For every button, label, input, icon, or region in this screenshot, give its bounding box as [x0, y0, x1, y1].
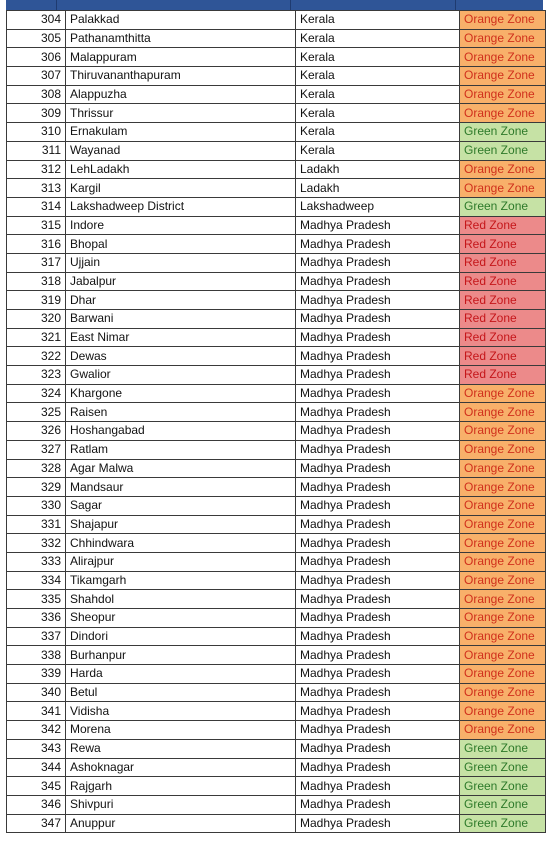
zone-status: Orange Zone [460, 48, 546, 67]
zone-status: Orange Zone [460, 384, 546, 403]
row-number: 320 [7, 310, 66, 329]
state-name: Kerala [296, 48, 460, 67]
table-row [7, 609, 546, 628]
district-zone-table [6, 10, 546, 833]
row-number: 305 [7, 29, 66, 48]
state-name: Madhya Pradesh [296, 496, 460, 515]
table-row [7, 11, 546, 30]
zone-status: Green Zone [460, 197, 546, 216]
row-number: 338 [7, 646, 66, 665]
district-name: Burhanpur [66, 646, 296, 665]
zone-status: Orange Zone [460, 534, 546, 553]
state-name: Madhya Pradesh [296, 571, 460, 590]
row-number: 331 [7, 515, 66, 534]
zone-status: Orange Zone [460, 702, 546, 721]
row-number: 313 [7, 179, 66, 198]
table-row [7, 590, 546, 609]
table-row [7, 777, 546, 796]
table-row [7, 328, 546, 347]
zone-status: Orange Zone [460, 646, 546, 665]
state-name: Madhya Pradesh [296, 440, 460, 459]
state-name: Madhya Pradesh [296, 328, 460, 347]
state-name: Ladakh [296, 160, 460, 179]
state-name: Madhya Pradesh [296, 459, 460, 478]
state-name: Lakshadweep [296, 197, 460, 216]
row-number: 314 [7, 197, 66, 216]
row-number: 316 [7, 235, 66, 254]
state-name: Madhya Pradesh [296, 683, 460, 702]
table-row [7, 665, 546, 684]
state-name: Ladakh [296, 179, 460, 198]
state-name: Madhya Pradesh [296, 310, 460, 329]
table-row [7, 216, 546, 235]
table-row [7, 814, 546, 833]
zone-status: Orange Zone [460, 665, 546, 684]
row-number: 323 [7, 366, 66, 385]
zone-status: Red Zone [460, 310, 546, 329]
district-name: Tikamgarh [66, 571, 296, 590]
table-row [7, 627, 546, 646]
zone-status: Red Zone [460, 235, 546, 254]
state-name: Madhya Pradesh [296, 216, 460, 235]
state-name: Madhya Pradesh [296, 253, 460, 272]
zone-status: Orange Zone [460, 478, 546, 497]
table-row [7, 646, 546, 665]
district-name: Shajapur [66, 515, 296, 534]
district-name: Shahdol [66, 590, 296, 609]
state-name: Madhya Pradesh [296, 627, 460, 646]
table-body [7, 11, 546, 833]
district-name: Malappuram [66, 48, 296, 67]
row-number: 328 [7, 459, 66, 478]
district-name: Anuppur [66, 814, 296, 833]
table-row [7, 310, 546, 329]
state-name: Kerala [296, 67, 460, 86]
state-name: Madhya Pradesh [296, 814, 460, 833]
table-row [7, 515, 546, 534]
table-row [7, 422, 546, 441]
row-number: 332 [7, 534, 66, 553]
table-row [7, 85, 546, 104]
table-row [7, 478, 546, 497]
district-name: Alirajpur [66, 552, 296, 571]
table-row [7, 683, 546, 702]
row-number: 335 [7, 590, 66, 609]
zone-status: Orange Zone [460, 85, 546, 104]
table-row [7, 67, 546, 86]
zone-status: Red Zone [460, 347, 546, 366]
state-name: Madhya Pradesh [296, 478, 460, 497]
zone-status: Orange Zone [460, 422, 546, 441]
table-header-band [6, 0, 543, 10]
row-number: 327 [7, 440, 66, 459]
header-divider [290, 0, 291, 10]
zone-status: Orange Zone [460, 609, 546, 628]
table-row [7, 459, 546, 478]
zone-status: Orange Zone [460, 571, 546, 590]
table-row [7, 104, 546, 123]
state-name: Madhya Pradesh [296, 590, 460, 609]
district-name: Chhindwara [66, 534, 296, 553]
zone-status: Red Zone [460, 216, 546, 235]
district-name: Ratlam [66, 440, 296, 459]
table-row [7, 552, 546, 571]
row-number: 309 [7, 104, 66, 123]
header-divider [56, 0, 57, 10]
row-number: 312 [7, 160, 66, 179]
zone-status: Green Zone [460, 141, 546, 160]
district-name: Alappuzha [66, 85, 296, 104]
zone-status: Orange Zone [460, 721, 546, 740]
row-number: 343 [7, 739, 66, 758]
zone-status: Orange Zone [460, 627, 546, 646]
row-number: 304 [7, 11, 66, 30]
table-row [7, 571, 546, 590]
zone-status: Green Zone [460, 814, 546, 833]
table-row [7, 758, 546, 777]
district-name: Rewa [66, 739, 296, 758]
state-name: Madhya Pradesh [296, 609, 460, 628]
district-name: Lakshadweep District [66, 197, 296, 216]
district-name: Ashoknagar [66, 758, 296, 777]
table-row [7, 366, 546, 385]
row-number: 339 [7, 665, 66, 684]
zone-status: Green Zone [460, 758, 546, 777]
zone-status: Orange Zone [460, 683, 546, 702]
district-name: Indore [66, 216, 296, 235]
row-number: 315 [7, 216, 66, 235]
district-name: Vidisha [66, 702, 296, 721]
row-number: 307 [7, 67, 66, 86]
header-divider [455, 0, 456, 10]
table-row [7, 403, 546, 422]
state-name: Madhya Pradesh [296, 366, 460, 385]
state-name: Madhya Pradesh [296, 665, 460, 684]
row-number: 329 [7, 478, 66, 497]
district-name: Morena [66, 721, 296, 740]
table-row [7, 160, 546, 179]
district-name: Harda [66, 665, 296, 684]
table-row [7, 272, 546, 291]
table-row [7, 721, 546, 740]
zone-status: Orange Zone [460, 552, 546, 571]
state-name: Madhya Pradesh [296, 552, 460, 571]
zone-status: Orange Zone [460, 29, 546, 48]
state-name: Madhya Pradesh [296, 272, 460, 291]
table-row [7, 795, 546, 814]
row-number: 342 [7, 721, 66, 740]
row-number: 326 [7, 422, 66, 441]
district-name: LehLadakh [66, 160, 296, 179]
zone-status: Orange Zone [460, 67, 546, 86]
district-name: Hoshangabad [66, 422, 296, 441]
row-number: 330 [7, 496, 66, 515]
district-name: Dindori [66, 627, 296, 646]
table-row [7, 702, 546, 721]
row-number: 345 [7, 777, 66, 796]
state-name: Madhya Pradesh [296, 235, 460, 254]
district-name: Bhopal [66, 235, 296, 254]
row-number: 311 [7, 141, 66, 160]
zone-status: Orange Zone [460, 403, 546, 422]
district-name: Barwani [66, 310, 296, 329]
district-name: Thrissur [66, 104, 296, 123]
district-name: Thiruvananthapuram [66, 67, 296, 86]
row-number: 347 [7, 814, 66, 833]
row-number: 337 [7, 627, 66, 646]
state-name: Madhya Pradesh [296, 534, 460, 553]
state-name: Madhya Pradesh [296, 721, 460, 740]
table-row [7, 29, 546, 48]
row-number: 336 [7, 609, 66, 628]
state-name: Madhya Pradesh [296, 646, 460, 665]
state-name: Kerala [296, 141, 460, 160]
district-name: Pathanamthitta [66, 29, 296, 48]
table-row [7, 48, 546, 67]
state-name: Kerala [296, 104, 460, 123]
zone-status: Green Zone [460, 123, 546, 142]
table-row [7, 197, 546, 216]
district-name: East Nimar [66, 328, 296, 347]
row-number: 319 [7, 291, 66, 310]
district-name: Agar Malwa [66, 459, 296, 478]
zone-status: Orange Zone [460, 590, 546, 609]
state-name: Kerala [296, 85, 460, 104]
state-name: Madhya Pradesh [296, 515, 460, 534]
table-row [7, 253, 546, 272]
row-number: 333 [7, 552, 66, 571]
district-name: Shivpuri [66, 795, 296, 814]
district-name: Khargone [66, 384, 296, 403]
zone-status: Orange Zone [460, 104, 546, 123]
table-row [7, 496, 546, 515]
state-name: Madhya Pradesh [296, 403, 460, 422]
district-name: Betul [66, 683, 296, 702]
zone-status: Green Zone [460, 739, 546, 758]
state-name: Kerala [296, 11, 460, 30]
row-number: 324 [7, 384, 66, 403]
state-name: Madhya Pradesh [296, 291, 460, 310]
district-name: Gwalior [66, 366, 296, 385]
row-number: 340 [7, 683, 66, 702]
state-name: Madhya Pradesh [296, 347, 460, 366]
zone-status: Red Zone [460, 253, 546, 272]
zone-status: Green Zone [460, 777, 546, 796]
state-name: Madhya Pradesh [296, 739, 460, 758]
table-row [7, 235, 546, 254]
district-name: Wayanad [66, 141, 296, 160]
district-name: Dewas [66, 347, 296, 366]
table-row [7, 141, 546, 160]
district-name: Ernakulam [66, 123, 296, 142]
zone-status: Orange Zone [460, 515, 546, 534]
district-name: Jabalpur [66, 272, 296, 291]
table-row [7, 739, 546, 758]
table-row [7, 179, 546, 198]
table-row [7, 440, 546, 459]
state-name: Madhya Pradesh [296, 384, 460, 403]
state-name: Madhya Pradesh [296, 422, 460, 441]
row-number: 308 [7, 85, 66, 104]
zone-status: Green Zone [460, 795, 546, 814]
row-number: 325 [7, 403, 66, 422]
state-name: Madhya Pradesh [296, 758, 460, 777]
table-row [7, 123, 546, 142]
zone-status: Orange Zone [460, 179, 546, 198]
zone-status: Red Zone [460, 291, 546, 310]
district-name: Mandsaur [66, 478, 296, 497]
state-name: Kerala [296, 29, 460, 48]
district-name: Sheopur [66, 609, 296, 628]
row-number: 306 [7, 48, 66, 67]
row-number: 344 [7, 758, 66, 777]
zone-status: Orange Zone [460, 11, 546, 30]
state-name: Madhya Pradesh [296, 702, 460, 721]
row-number: 317 [7, 253, 66, 272]
state-name: Madhya Pradesh [296, 777, 460, 796]
row-number: 322 [7, 347, 66, 366]
row-number: 334 [7, 571, 66, 590]
row-number: 321 [7, 328, 66, 347]
district-name: Palakkad [66, 11, 296, 30]
zone-status: Orange Zone [460, 440, 546, 459]
table-row [7, 534, 546, 553]
table-row [7, 291, 546, 310]
state-name: Madhya Pradesh [296, 795, 460, 814]
row-number: 341 [7, 702, 66, 721]
zone-status: Red Zone [460, 272, 546, 291]
zone-status: Orange Zone [460, 160, 546, 179]
district-name: Dhar [66, 291, 296, 310]
district-name: Rajgarh [66, 777, 296, 796]
zone-status: Orange Zone [460, 459, 546, 478]
district-name: Kargil [66, 179, 296, 198]
row-number: 310 [7, 123, 66, 142]
state-name: Kerala [296, 123, 460, 142]
table-row [7, 347, 546, 366]
zone-status: Red Zone [460, 366, 546, 385]
table-row [7, 384, 546, 403]
district-name: Sagar [66, 496, 296, 515]
row-number: 318 [7, 272, 66, 291]
district-name: Raisen [66, 403, 296, 422]
district-name: Ujjain [66, 253, 296, 272]
row-number: 346 [7, 795, 66, 814]
zone-status: Orange Zone [460, 496, 546, 515]
zone-status: Red Zone [460, 328, 546, 347]
